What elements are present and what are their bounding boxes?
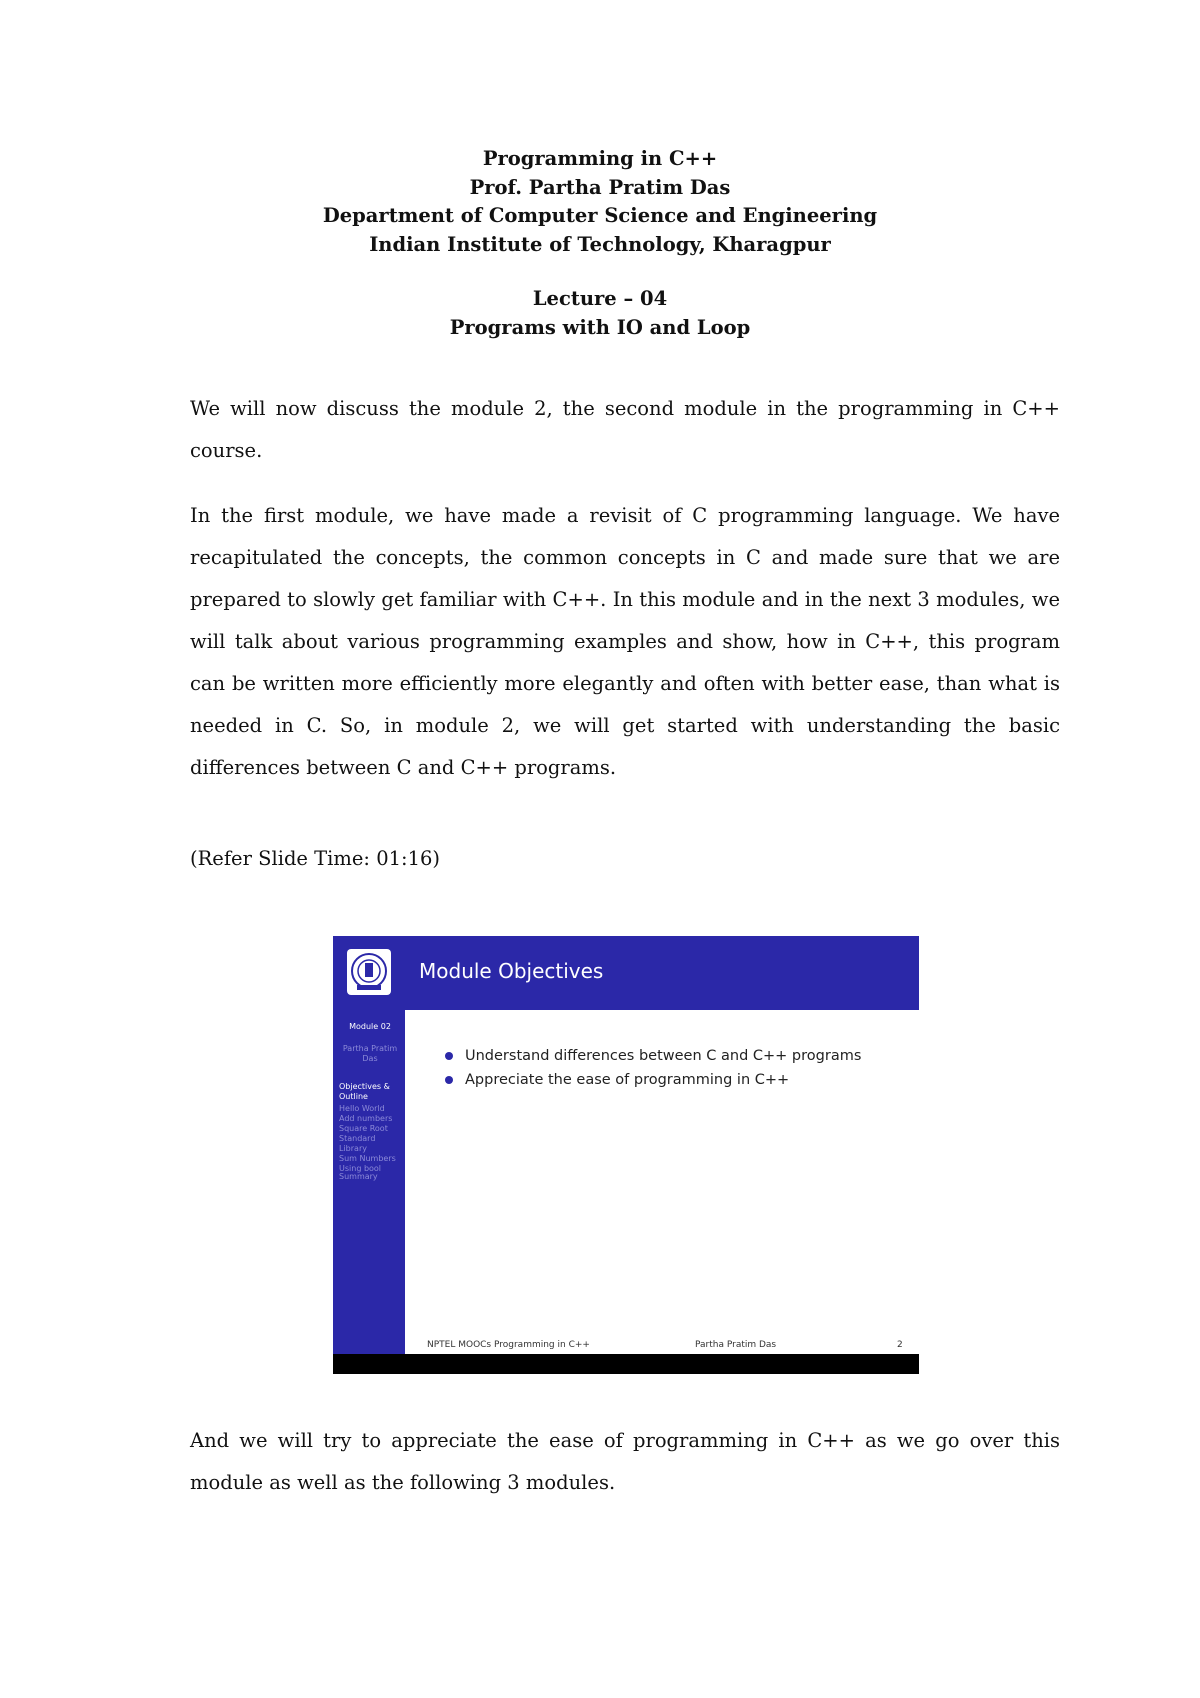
paragraph-text: (Refer Slide Time: 01:16) <box>190 847 441 870</box>
sidebar-module: Module 02 <box>349 1022 391 1031</box>
slide-title: Module Objectives <box>419 959 604 983</box>
sidebar-summary: Summary <box>339 1172 378 1181</box>
paragraph-1 <box>190 388 1060 472</box>
paragraph-text: We will now discuss the module 2, the second module in the programming in C++ course. <box>190 397 1060 462</box>
department-name: Department of Computer Science and Engineering <box>322 204 878 227</box>
slide-bottom-bar <box>333 1354 919 1374</box>
footer-page-number: 2 <box>897 1340 903 1350</box>
slide-time-reference <box>190 838 1060 880</box>
bullet-dot-icon <box>445 1052 453 1060</box>
institute-logo-icon <box>347 949 391 995</box>
document-header <box>0 145 1200 342</box>
slide-bullet <box>445 1068 861 1092</box>
lecture-topic: Programs with IO and Loop <box>449 315 751 339</box>
paragraph-3 <box>190 1420 1060 1504</box>
institute-name: Indian Institute of Technology, Kharagpur <box>369 232 831 256</box>
footer-course: NPTEL MOOCs Programming in C++ <box>427 1340 590 1350</box>
slide-image <box>333 936 919 1374</box>
paragraph-text: In the first module, we have made a revisit of C programming language. We have recapitulated the concepts, the common concepts in C and made sure that we are prepared to slowly get familiar with C++. In this module and in the next 3 modules, we will talk about various programming examples and show, how in C++, this program can be written more efficiently more elegantly and often with better ease, than what is needed in C. So, in module 2, we will get started with understanding the basic differences between C and C++ programs. <box>190 504 1060 779</box>
bullet-text: Appreciate the ease of programming in C++ <box>465 1072 790 1088</box>
slide-footer <box>405 1336 919 1354</box>
paragraph-2 <box>190 495 1060 789</box>
sidebar-subsections: Hello World Add numbers Square Root Standard Library Sum Numbers Using bool <box>339 1104 396 1173</box>
paragraph-text: And we will try to appreciate the ease of programming in C++ as we go over this module as well as the following 3 modules. <box>190 1429 1060 1494</box>
bullet-dot-icon <box>445 1076 453 1084</box>
lecture-number: Lecture – 04 <box>532 287 668 310</box>
professor-name: Prof. Partha Pratim Das <box>469 175 731 199</box>
sidebar-author: Partha Pratim Das <box>342 1044 398 1063</box>
slide-logo-area <box>333 936 405 1010</box>
slide-bullet-list <box>445 1044 861 1092</box>
sidebar-section: Objectives & Outline <box>339 1082 390 1101</box>
bullet-text: Understand differences between C and C++ programs <box>465 1048 862 1064</box>
course-title: Programming in C++ <box>482 147 718 170</box>
slide-bullet <box>445 1044 861 1068</box>
footer-author: Partha Pratim Das <box>695 1340 777 1350</box>
